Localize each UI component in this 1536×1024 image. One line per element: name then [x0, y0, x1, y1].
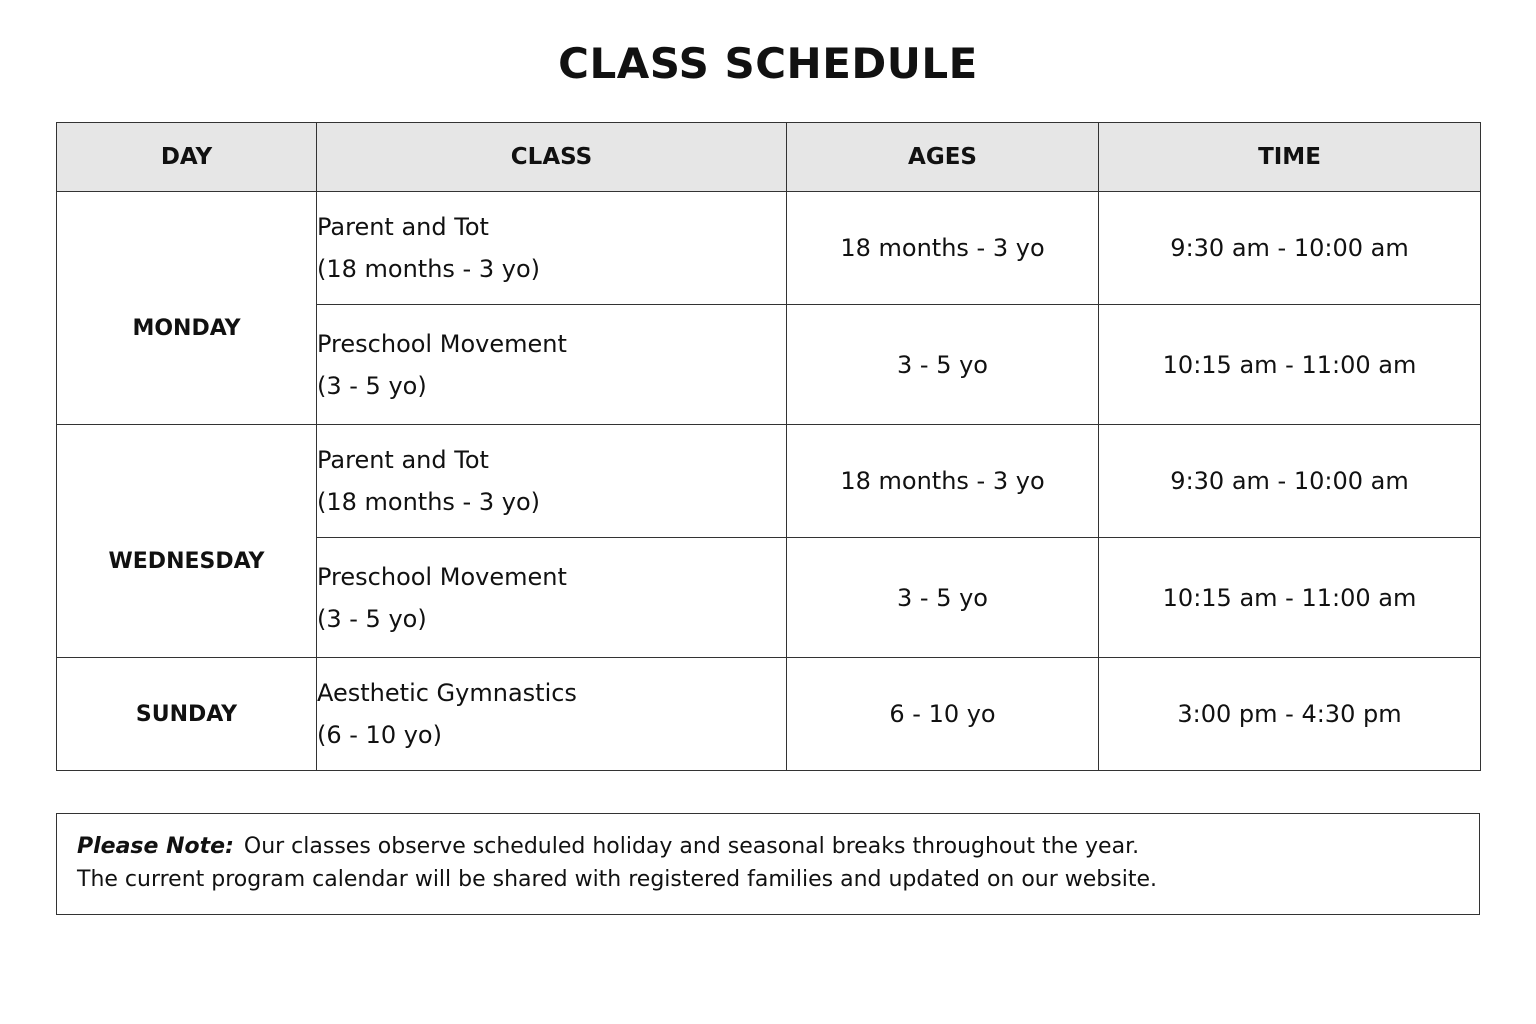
- day-cell-monday: [57, 192, 317, 425]
- header-class: CLASS: [317, 123, 787, 192]
- class-name: Parent and Tot: [317, 213, 489, 241]
- class-cell: [317, 658, 787, 771]
- class-age-note: (6 - 10 yo): [317, 721, 442, 749]
- ages-cell: 3 - 5 yo: [787, 305, 1099, 425]
- note-line-1: [77, 830, 1459, 863]
- class-cell: [317, 192, 787, 305]
- ages-cell: 3 - 5 yo: [787, 538, 1099, 658]
- class-name: Aesthetic Gymnastics: [317, 679, 577, 707]
- time-cell: 9:30 am - 10:00 am: [1099, 425, 1481, 538]
- note-label: Please Note:: [77, 834, 234, 859]
- table-row: [57, 658, 1481, 771]
- header-day: DAY: [57, 123, 317, 192]
- schedule-table: [56, 122, 1481, 771]
- note-text-1: Our classes observe scheduled holiday and seasonal breaks throughout the year.: [243, 834, 1140, 859]
- day-cell-wednesday: [57, 425, 317, 658]
- time-cell: 10:15 am - 11:00 am: [1099, 305, 1481, 425]
- table-row: [57, 192, 1481, 305]
- table-row: [57, 425, 1481, 538]
- time-cell: 9:30 am - 10:00 am: [1099, 192, 1481, 305]
- day-cell-sunday: [57, 658, 317, 771]
- header-row: [57, 123, 1481, 192]
- ages-cell: 18 months - 3 yo: [787, 425, 1099, 538]
- class-age-note: (18 months - 3 yo): [317, 488, 540, 516]
- note-text-2: The current program calendar will be shared with registered families and updated on our website.: [77, 867, 1157, 892]
- day-label: SUNDAY: [135, 701, 238, 727]
- time-cell: 3:00 pm - 4:30 pm: [1099, 658, 1481, 771]
- time-cell: 10:15 am - 11:00 am: [1099, 538, 1481, 658]
- note-box: [56, 813, 1480, 915]
- ages-cell: 6 - 10 yo: [787, 658, 1099, 771]
- class-name: Parent and Tot: [317, 446, 489, 474]
- header-ages: AGES: [787, 123, 1099, 192]
- class-name: Preschool Movement: [317, 329, 567, 358]
- ages-cell: 18 months - 3 yo: [787, 192, 1099, 305]
- class-cell: [317, 538, 787, 658]
- class-age-note: (3 - 5 yo): [317, 604, 427, 633]
- class-age-note: (3 - 5 yo): [317, 371, 427, 400]
- day-label: MONDAY: [132, 315, 241, 341]
- day-label: WEDNESDAY: [108, 548, 265, 574]
- page-title: CLASS SCHEDULE: [558, 39, 978, 88]
- class-age-note: (18 months - 3 yo): [317, 255, 540, 283]
- class-name: Preschool Movement: [317, 562, 567, 591]
- class-cell: [317, 425, 787, 538]
- header-time: TIME: [1099, 123, 1481, 192]
- class-cell: [317, 305, 787, 425]
